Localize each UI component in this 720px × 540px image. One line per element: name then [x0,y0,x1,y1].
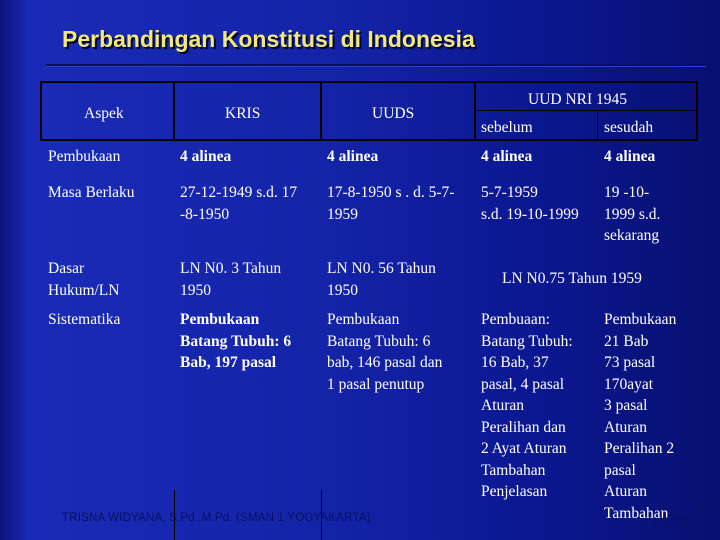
header-sesudah: sesudah [604,119,654,136]
header-sebelum: sebelum [481,119,533,136]
cell-line: Penjelasan [481,483,548,500]
cell-line: 1999 s.d. [604,205,661,223]
slide-footer: TRISNA WIDYANA, S.Pd.,M.Pd. (SMAN 1 YOGYAKARTA) [62,512,371,524]
cell-line: LN N0. 56 Tahun [327,260,436,277]
cell-line: 2 Ayat Aturan [481,440,567,457]
cell-line: 17-8-1950 s . d. 5-7- [327,184,455,201]
cell-line: Pembukaan [327,311,400,328]
cell-line: -8-1950 [180,205,230,223]
cell-line: sekarang [604,227,660,244]
cell-pembukaan-uuds: 4 alinea [327,148,379,165]
cell-line: Batang Tubuh: 6 [180,332,292,350]
cell-pembukaan-kris: 4 alinea [180,148,232,165]
cell-line: 1950 [180,281,211,299]
cell-masa-berlaku-kris [180,182,297,225]
cell-line: Dasar [48,260,85,277]
table-border-top [40,81,697,83]
header-kris: KRIS [225,105,261,122]
cell-line: Bab, 197 pasal [180,354,277,371]
slide-title: Perbandingan Konstitusi di Indonesia [62,26,475,52]
cell-line: pasal, 4 pasal [481,375,565,393]
cell-line: 1950 [327,281,358,299]
cell-line: bab, 146 pasal dan [327,354,443,371]
cell-line: 16 Bab, 37 [481,354,549,371]
cell-dasar-hukum-kris [180,258,281,301]
cell-line: Tambahan [481,461,546,479]
cell-pembukaan-sebelum: 4 alinea [481,148,533,165]
cell-line: 3 pasal [604,397,648,414]
cell-line: Peralihan dan [481,418,566,436]
title-underline [46,64,706,66]
cell-line: Aturan [481,397,525,414]
cell-line: Pembukaan [604,311,677,328]
page-number: 22 [696,498,710,512]
cell-line: pasal [604,461,636,479]
cell-masa-berlaku-aspek: Masa Berlaku [48,184,135,201]
cell-sistematika-sesudah [604,309,676,524]
cell-dasar-hukum-aspek [48,258,119,301]
cell-line: Batang Tubuh: 6 [327,332,431,350]
cell-line: 5-7-1959 [481,184,538,201]
cell-line: Hukum/LN [48,281,120,299]
cell-line: Aturan [604,418,648,436]
cell-sistematika-aspek: Sistematika [48,311,121,328]
header-uuds: UUDS [372,105,415,122]
cell-sistematika-uuds [327,309,442,395]
cell-line: Batang Tubuh: [481,332,573,350]
cell-masa-berlaku-sebelum [481,182,579,225]
header-uud-nri-1945: UUD NRI 1945 [528,91,628,108]
table-col-divider-4 [597,110,598,141]
cell-line: 21 Bab [604,332,649,350]
cell-line: 73 pasal [604,354,656,371]
cell-pembukaan-aspek: Pembukaan [48,148,121,165]
cell-line: Aturan [604,483,648,500]
cell-masa-berlaku-uuds [327,182,454,225]
cell-line: Pembukaan [180,311,260,328]
cell-dasar-hukum-uud-merged: LN N0.75 Tahun 1959 [502,270,642,287]
table-col-divider-3 [474,81,476,141]
cell-line: 27-12-1949 s.d. 17 [180,184,298,201]
header-aspek: Aspek [84,105,124,122]
cell-sistematika-sebelum [481,309,573,503]
table-border-left [40,81,42,141]
slide-date: 1/7/2020 [652,515,699,529]
cell-pembukaan-sesudah: 4 alinea [604,148,656,165]
cell-line: 19 -10- [604,184,650,201]
cell-sistematika-kris [180,309,291,374]
cell-line: 170ayat [604,375,654,393]
cell-line: 1 pasal penutup [327,375,425,393]
cell-line: Peralihan 2 [604,440,675,457]
cell-line: Pembuaan: [481,311,550,328]
table-border-right [696,81,698,141]
cell-line: 1959 [327,205,358,223]
table-border-header [40,139,697,141]
cell-masa-berlaku-sesudah [604,182,660,247]
table-col-divider-2 [320,81,322,141]
left-decor-stripe [0,0,30,540]
table-col-divider-1 [173,81,175,141]
cell-dasar-hukum-uuds [327,258,436,301]
cell-line: LN N0. 3 Tahun [180,260,282,277]
cell-line: Tambahan [604,504,669,522]
cell-line: s.d. 19-10-1999 [481,205,579,223]
